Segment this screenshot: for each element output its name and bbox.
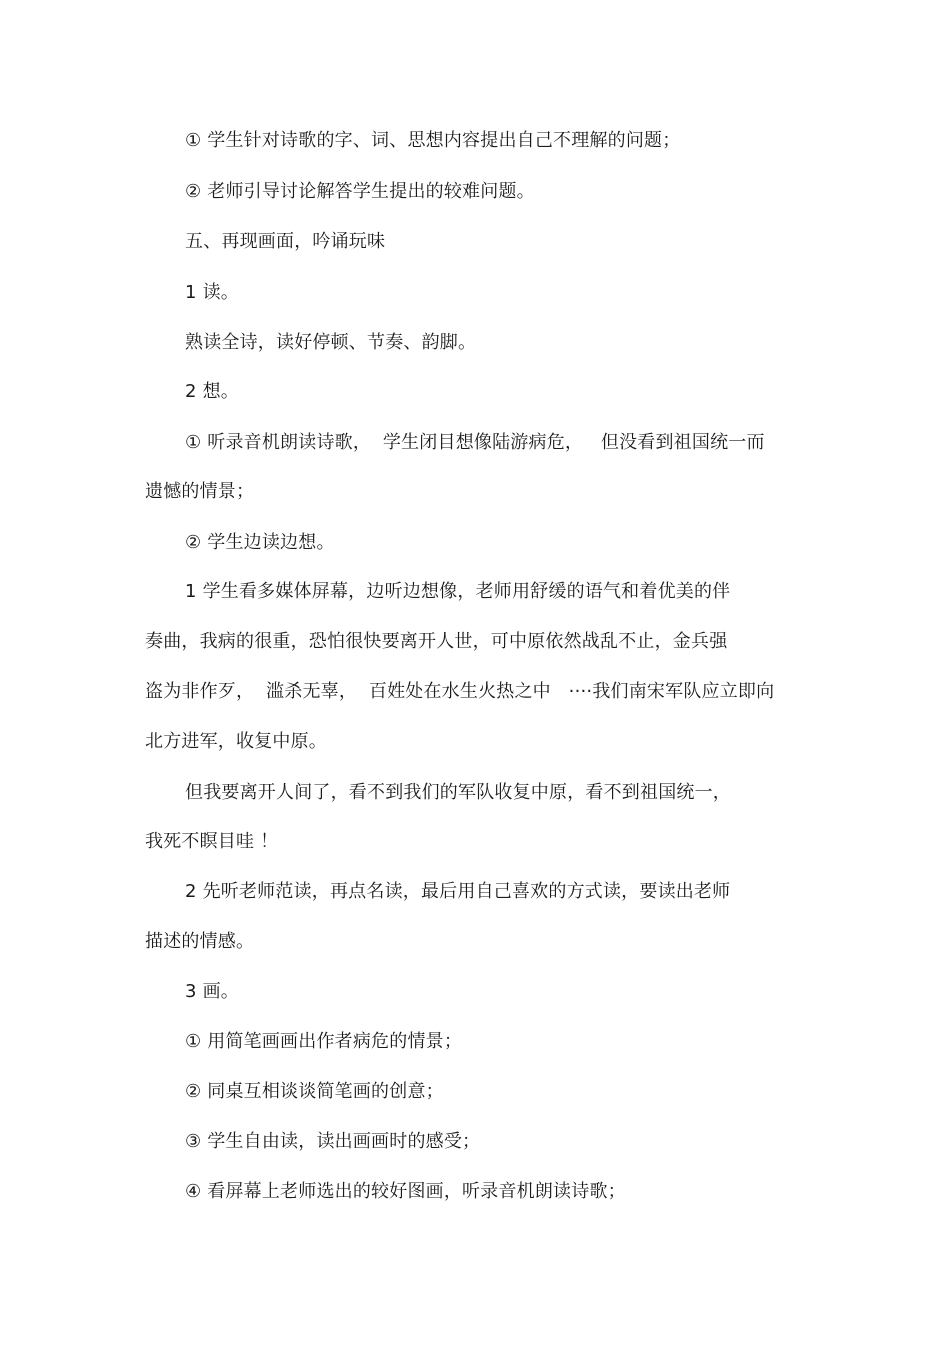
think-step-1-line-1: ① 听录音机朗读诗歌， 学生闭目想像陆游病危， 但没看到祖国统一而 bbox=[185, 432, 765, 453]
narrative-line-2: 奏曲，我病的很重，恐怕很快要离开人世，可中原依然战乱不止，金兵强 bbox=[145, 631, 728, 652]
draw-step-1: ① 用简笔画画出作者病危的情景； bbox=[185, 1031, 463, 1052]
draw-step-3: ③ 学生自由读，读出画画时的感受； bbox=[185, 1131, 481, 1152]
narrative-line-6: 我死不瞑目哇 ！ bbox=[145, 831, 279, 852]
narrative-line-3: 盗为非作歹， 滥杀无辜， 百姓处在水生火热之中 ····我们南宋军队应立即向 bbox=[145, 681, 775, 702]
question-step-1: ① 学生针对诗歌的字、词、思想内容提出自己不理解的问题； bbox=[185, 130, 681, 151]
reading-method-line-1: 2 先听老师范读，再点名读，最后用自己喜欢的方式读，要读出老师 bbox=[185, 881, 731, 902]
narrative-line-1: 1 学生看多媒体屏幕，边听边想像，老师用舒缓的语气和着优美的伴 bbox=[185, 581, 731, 602]
section-heading-five: 五、再现画面，吟诵玩味 bbox=[185, 231, 386, 252]
reading-method-line-2: 描述的情感。 bbox=[145, 931, 255, 952]
narrative-line-5: 但我要离开人间了，看不到我们的军队收复中原，看不到祖国统一， bbox=[185, 782, 731, 803]
question-step-2: ② 老师引导讨论解答学生提出的较难问题。 bbox=[185, 181, 535, 202]
think-step-2: ② 学生边读边想。 bbox=[185, 532, 335, 553]
narrative-line-4: 北方进军，收复中原。 bbox=[145, 731, 327, 752]
read-instruction: 熟读全诗，读好停顿、节奏、韵脚。 bbox=[185, 332, 477, 353]
think-step-1-line-2: 遗憾的情景； bbox=[145, 481, 255, 502]
draw-step-2: ② 同桌互相谈谈简笔画的创意； bbox=[185, 1081, 444, 1102]
draw-step-4: ④ 看屏幕上老师选出的较好图画，听录音机朗读诗歌； bbox=[185, 1181, 626, 1202]
subheading-read: 1 读。 bbox=[185, 282, 239, 303]
subheading-think: 2 想。 bbox=[185, 381, 239, 402]
subheading-draw: 3 画。 bbox=[185, 981, 239, 1002]
